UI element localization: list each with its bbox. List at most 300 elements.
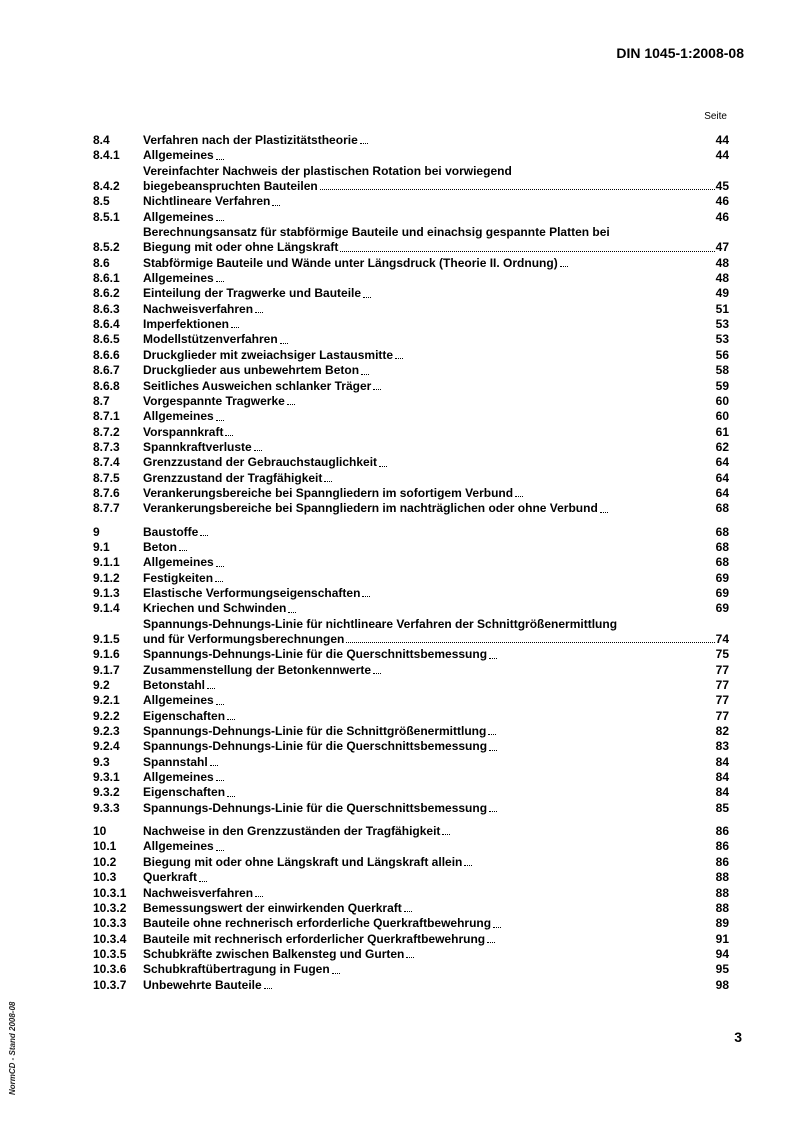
page-number: 3 xyxy=(734,1029,742,1045)
toc-entry[interactable] xyxy=(93,901,729,916)
toc-entry-title-line xyxy=(143,870,208,885)
toc-entry-title-text: Stabförmige Bauteile und Wände unter Längsdruck (Theorie II. Ordnung) xyxy=(143,255,558,270)
toc-entry-number: 8.7 xyxy=(93,393,110,408)
toc-entry[interactable] xyxy=(93,271,729,286)
toc-entry-page: 48 xyxy=(715,271,729,286)
toc-entry[interactable] xyxy=(93,286,729,301)
toc-entry-number: 9.2 xyxy=(93,678,110,693)
dot-leader xyxy=(216,281,224,282)
toc-entry-title-line xyxy=(143,240,716,255)
toc-entry[interactable] xyxy=(93,164,729,195)
toc-entry-page: 46 xyxy=(715,194,729,209)
toc-entry-title-line xyxy=(143,709,236,724)
toc-entry-title xyxy=(143,978,716,993)
toc-entry-page: 68 xyxy=(715,555,729,570)
toc-entry[interactable] xyxy=(93,709,729,724)
toc-entry-title-text: Seitliches Ausweichen schlanker Träger xyxy=(143,378,372,393)
toc-entry-number: 9.1.3 xyxy=(93,585,120,600)
toc-entry-number: 10.1 xyxy=(93,839,117,854)
toc-entry[interactable] xyxy=(93,693,729,708)
dot-leader xyxy=(600,512,608,513)
dot-leader xyxy=(362,596,370,597)
toc-entry-title xyxy=(143,394,716,409)
dot-leader xyxy=(272,205,280,206)
toc-entry-title-text: Schubkraftübertragung in Fugen xyxy=(143,962,330,977)
toc-entry-title-line1: Berechnungsansatz für stabförmige Bauteile und einachsig gespannte Platten bei xyxy=(143,225,610,240)
dot-leader xyxy=(515,496,523,497)
toc-entry-title-line1: Spannungs-Dehnungs-Linie für nichtlineare Verfahren der Schnittgrößenermittlung xyxy=(143,616,618,631)
toc-entry-number: 8.4.1 xyxy=(93,148,120,163)
toc-entry[interactable] xyxy=(93,133,729,148)
toc-entry-title-text: Grenzzustand der Tragfähigkeit xyxy=(143,470,323,485)
toc-entry-title-text: Elastische Verformungseigenschaften xyxy=(143,585,361,600)
toc-entry-page: 58 xyxy=(715,363,729,378)
toc-entry-title-line xyxy=(143,179,716,194)
toc-entry-title-line xyxy=(143,317,240,332)
toc-entry-title-line xyxy=(143,455,388,470)
toc-entry-title xyxy=(143,571,716,586)
toc-entry-title-text: Baustoffe xyxy=(143,524,199,539)
toc-entry-title-line xyxy=(143,693,225,708)
toc-entry-title xyxy=(143,455,716,470)
toc-entry-title-text: Betonstahl xyxy=(143,678,206,693)
dot-leader xyxy=(560,266,568,267)
dot-leader xyxy=(179,550,187,551)
toc-entry-title-text: Grenzzustand der Gebrauchstauglichkeit xyxy=(143,455,378,470)
section-gap xyxy=(93,816,729,824)
toc-entry-number: 8.6 xyxy=(93,255,110,270)
toc-entry-title-text: Vorspannkraft xyxy=(143,424,224,439)
toc-entry-title-text: und für Verformungsberechnungen xyxy=(143,632,345,646)
toc-entry-number: 9.1.1 xyxy=(93,555,120,570)
toc-entry-title-text: Allgemeines xyxy=(143,770,214,785)
toc-entry-title xyxy=(143,886,716,901)
toc-entry-page: 56 xyxy=(715,347,729,362)
toc-entry-title-line xyxy=(143,194,281,209)
toc-entry-number: 10.3.7 xyxy=(93,977,127,992)
toc-entry[interactable] xyxy=(93,770,729,785)
toc-entry-title-line xyxy=(143,271,225,286)
dot-leader xyxy=(489,811,497,812)
toc-entry[interactable] xyxy=(93,332,729,347)
toc-entry-page: 68 xyxy=(715,501,729,516)
toc-entry-title xyxy=(143,932,716,947)
toc-entry[interactable] xyxy=(93,601,729,616)
toc-entry[interactable] xyxy=(93,617,729,648)
toc-entry-title xyxy=(143,486,716,501)
toc-entry[interactable] xyxy=(93,379,729,394)
toc-entry-page: 95 xyxy=(715,962,729,977)
toc-entry-page: 60 xyxy=(715,393,729,408)
toc-entry-title-line xyxy=(143,901,413,916)
toc-entry[interactable] xyxy=(93,501,729,516)
toc-entry-page: 82 xyxy=(715,724,729,739)
toc-entry-title xyxy=(143,540,716,555)
toc-entry-title xyxy=(143,601,716,616)
toc-entry-title-text: Spannungs-Dehnungs-Linie für die Schnittgrößenermittlung xyxy=(143,724,487,739)
toc-entry-number: 10.3 xyxy=(93,870,117,885)
toc-entry-title xyxy=(143,133,716,148)
dot-leader xyxy=(320,189,715,190)
dot-leader xyxy=(264,988,272,989)
dot-leader xyxy=(216,420,224,421)
toc-entry-title-line xyxy=(143,724,497,739)
toc-entry-title-line xyxy=(143,471,333,486)
toc-entry-page: 68 xyxy=(715,524,729,539)
toc-entry-page: 61 xyxy=(715,424,729,439)
dot-leader xyxy=(200,535,208,536)
side-stamp: NormCD - Stand 2008-08 xyxy=(8,1001,17,1095)
toc-entry[interactable] xyxy=(93,586,729,601)
toc-entry-title xyxy=(143,709,716,724)
dot-leader xyxy=(373,389,381,390)
toc-entry-number: 8.6.4 xyxy=(93,317,120,332)
toc-entry-page: 89 xyxy=(715,916,729,931)
dot-leader xyxy=(207,688,215,689)
toc-entry-title-text: Schubkräfte zwischen Balkensteg und Gurten xyxy=(143,946,405,961)
toc-entry-number: 8.6.2 xyxy=(93,286,120,301)
toc-entry-title-text: Modellstützenverfahren xyxy=(143,332,278,347)
toc-entry-title xyxy=(143,164,716,195)
toc-entry-number: 8.7.3 xyxy=(93,439,120,454)
toc-entry-page: 62 xyxy=(715,439,729,454)
toc-entry-title xyxy=(143,839,716,854)
toc-entry-number: 8.6.3 xyxy=(93,301,120,316)
toc-entry-page: 68 xyxy=(715,539,729,554)
toc-entry-page: 83 xyxy=(715,739,729,754)
dot-leader xyxy=(489,658,497,659)
dot-leader xyxy=(225,435,233,436)
toc-entry-page: 44 xyxy=(715,133,729,147)
toc-entry-title xyxy=(143,525,716,540)
toc-entry-page: 86 xyxy=(715,824,729,839)
seite-column-label: Seite xyxy=(704,111,727,122)
toc-entry-number: 8.7.2 xyxy=(93,424,120,439)
toc-entry-title-line xyxy=(143,962,341,977)
toc-entry-number: 10.3.3 xyxy=(93,916,127,931)
toc-entry-title xyxy=(143,678,716,693)
toc-entry-title xyxy=(143,739,716,754)
toc-entry-title-text: Vorgespannte Tragwerke xyxy=(143,393,285,408)
toc-entry-title-text: Spannungs-Dehnungs-Linie für die Querschnittsbemessung xyxy=(143,800,488,815)
toc-entry-number: 8.7.5 xyxy=(93,470,120,485)
toc-entry-title-text: Kriechen und Schwinden xyxy=(143,601,287,616)
toc-entry-title xyxy=(143,501,716,516)
toc-entry-title-line xyxy=(143,785,236,800)
toc-entry-page: 77 xyxy=(715,708,729,723)
toc-entry-page: 64 xyxy=(715,455,729,470)
toc-entry-title-text: Imperfektionen xyxy=(143,317,230,332)
dot-leader xyxy=(373,673,381,674)
toc-entry-title xyxy=(143,617,716,648)
toc-entry-number: 9.3 xyxy=(93,754,110,769)
toc-entry-title-text: Bemessungswert der einwirkenden Querkraft xyxy=(143,900,402,915)
toc-entry-title-text: Nachweisverfahren xyxy=(143,301,254,316)
toc-entry-title xyxy=(143,210,716,225)
toc-entry-number: 10.3.5 xyxy=(93,946,127,961)
toc-entry[interactable] xyxy=(93,947,729,962)
dot-leader xyxy=(493,927,501,928)
toc-entry-number: 10.3.6 xyxy=(93,962,127,977)
toc-entry-title xyxy=(143,801,716,816)
toc-entry-title-text: Zusammenstellung der Betonkennwerte xyxy=(143,662,372,677)
toc-entry-number: 9.3.3 xyxy=(93,800,120,815)
toc-entry-title xyxy=(143,271,716,286)
toc-entry-page: 84 xyxy=(715,785,729,800)
toc-entry-number: 8.6.7 xyxy=(93,363,120,378)
toc-entry-number: 9.3.1 xyxy=(93,770,120,785)
dot-leader xyxy=(215,581,223,582)
toc-entry[interactable] xyxy=(93,932,729,947)
toc-entry[interactable] xyxy=(93,425,729,440)
toc-entry-title-line xyxy=(143,302,264,317)
toc-entry[interactable] xyxy=(93,317,729,332)
toc-entry-title xyxy=(143,440,716,455)
toc-entry-title-text: Eigenschaften xyxy=(143,785,226,800)
toc-entry[interactable] xyxy=(93,225,729,256)
toc-entry-title-line xyxy=(143,978,273,993)
toc-entry[interactable] xyxy=(93,870,729,885)
toc-entry-title-line xyxy=(143,540,188,555)
toc-entry-title-line xyxy=(143,770,225,785)
toc-entry[interactable] xyxy=(93,486,729,501)
toc-entry-title xyxy=(143,148,716,163)
toc-entry-title xyxy=(143,348,716,363)
toc-entry-number: 9 xyxy=(93,524,100,539)
toc-entry[interactable] xyxy=(93,978,729,993)
toc-entry-page: 75 xyxy=(715,647,729,662)
toc-entry-title-line xyxy=(143,755,219,770)
toc-entry-title xyxy=(143,663,716,678)
toc-entry-title-text: Verankerungsbereiche bei Spanngliedern im nachträglichen oder ohne Verbund xyxy=(143,501,598,516)
dot-leader xyxy=(489,750,497,751)
toc-entry[interactable] xyxy=(93,755,729,770)
toc-entry[interactable] xyxy=(93,724,729,739)
toc-entry-title-line xyxy=(143,486,524,501)
toc-entry[interactable] xyxy=(93,302,729,317)
toc-entry-title-line xyxy=(143,425,234,440)
toc-entry-number: 9.1 xyxy=(93,539,110,554)
toc-entry-title xyxy=(143,302,716,317)
dot-leader xyxy=(216,704,224,705)
toc-entry-title-text: Spannkraftverluste xyxy=(143,439,252,454)
dot-leader xyxy=(346,642,714,643)
toc-entry-page: 44 xyxy=(715,148,729,163)
toc-entry-title xyxy=(143,916,716,931)
toc-entry-title-line xyxy=(143,256,569,271)
toc-entry-title-line xyxy=(143,525,209,540)
toc-entry-title-text: Allgemeines xyxy=(143,555,214,570)
toc-entry-title xyxy=(143,555,716,570)
toc-entry-number: 10.2 xyxy=(93,854,117,869)
dot-leader xyxy=(216,566,224,567)
toc-entry-title-line xyxy=(143,886,264,901)
toc-entry-title-line xyxy=(143,839,225,854)
toc-entry-title-line xyxy=(143,501,609,516)
toc-entry[interactable] xyxy=(93,348,729,363)
toc-entry-number: 9.1.5 xyxy=(93,632,120,646)
dot-leader xyxy=(227,796,235,797)
toc-entry[interactable] xyxy=(93,785,729,800)
toc-entry-page: 88 xyxy=(715,900,729,915)
toc-entry-title-line xyxy=(143,409,225,424)
toc-entry-title xyxy=(143,332,716,347)
toc-entry-title-line xyxy=(143,571,224,586)
dot-leader xyxy=(379,466,387,467)
toc-entry-title-line xyxy=(143,947,415,962)
toc-entry-page: 69 xyxy=(715,601,729,616)
dot-leader xyxy=(254,450,262,451)
toc-entry-number: 8.4.2 xyxy=(93,179,120,194)
toc-entry-number: 9.1.2 xyxy=(93,570,120,585)
toc-entry-number: 9.1.4 xyxy=(93,601,120,616)
toc-entry-title-text: Nachweise in den Grenzzuständen der Tragfähigkeit xyxy=(143,824,441,839)
toc-entry[interactable] xyxy=(93,210,729,225)
dot-leader xyxy=(231,327,239,328)
dot-leader xyxy=(255,312,263,313)
toc-entry-page: 59 xyxy=(715,378,729,393)
toc-entry[interactable] xyxy=(93,855,729,870)
toc-entry[interactable] xyxy=(93,571,729,586)
toc-entry[interactable] xyxy=(93,440,729,455)
toc-entry-number: 9.2.2 xyxy=(93,708,120,723)
toc-entry-title-text: Allgemeines xyxy=(143,209,214,224)
toc-entry-page: 51 xyxy=(715,301,729,316)
toc-entry-page: 84 xyxy=(715,770,729,785)
toc-entry-title-line xyxy=(143,440,263,455)
toc-entry-number: 10.3.4 xyxy=(93,931,127,946)
toc-entry-title-line xyxy=(143,555,225,570)
toc-entry[interactable] xyxy=(93,647,729,662)
toc-entry-number: 9.1.6 xyxy=(93,647,120,662)
toc-entry-number: 8.6.5 xyxy=(93,332,120,347)
toc-entry[interactable] xyxy=(93,886,729,901)
toc-entry[interactable] xyxy=(93,540,729,555)
toc-entry-title-text: Allgemeines xyxy=(143,148,214,163)
toc-entry-number: 9.2.4 xyxy=(93,739,120,754)
toc-entry-title-line xyxy=(143,133,369,148)
toc-entry[interactable] xyxy=(93,801,729,816)
toc-entry-page: 77 xyxy=(715,693,729,708)
toc-entry-number: 8.6.8 xyxy=(93,378,120,393)
dot-leader xyxy=(406,957,414,958)
toc-entry-number: 9.3.2 xyxy=(93,785,120,800)
toc-entry[interactable] xyxy=(93,824,729,839)
dot-leader xyxy=(216,159,224,160)
toc-entry[interactable] xyxy=(93,256,729,271)
dot-leader xyxy=(488,734,496,735)
toc-entry-title-text: Querkraft xyxy=(143,870,198,885)
toc-entry-title xyxy=(143,824,716,839)
dot-leader xyxy=(487,942,495,943)
toc-entry-number: 9.2.1 xyxy=(93,693,120,708)
toc-entry-page: 53 xyxy=(715,317,729,332)
toc-entry-number: 8.7.1 xyxy=(93,409,120,424)
toc-entry-page: 49 xyxy=(715,286,729,301)
toc-entry-title-text: Biegung mit oder ohne Längskraft und Längskraft allein xyxy=(143,854,463,869)
dot-leader xyxy=(363,297,371,298)
toc-entry[interactable] xyxy=(93,555,729,570)
dot-leader xyxy=(287,404,295,405)
dot-leader xyxy=(404,911,412,912)
toc-entry[interactable] xyxy=(93,471,729,486)
toc-entry-title xyxy=(143,724,716,739)
toc-entry-title-line1: Vereinfachter Nachweis der plastischen Rotation bei vorwiegend xyxy=(143,163,512,178)
toc-entry-title xyxy=(143,379,716,394)
toc-entry-title-line xyxy=(143,824,451,839)
toc-entry[interactable] xyxy=(93,739,729,754)
toc-entry[interactable] xyxy=(93,148,729,163)
toc-entry-title-line xyxy=(143,348,404,363)
toc-entry-number: 8.7.7 xyxy=(93,501,120,516)
dot-leader xyxy=(442,834,450,835)
toc-entry-page: 94 xyxy=(715,946,729,961)
toc-entry-number: 8.4 xyxy=(93,133,110,147)
toc-entry[interactable] xyxy=(93,678,729,693)
toc-entry[interactable] xyxy=(93,363,729,378)
toc-entry-page: 64 xyxy=(715,485,729,500)
toc-entry[interactable] xyxy=(93,394,729,409)
toc-entry-page: 98 xyxy=(715,977,729,992)
toc-entry-title-text: Allgemeines xyxy=(143,409,214,424)
toc-entry-title-line xyxy=(143,855,473,870)
toc-entry-title xyxy=(143,693,716,708)
toc-entry[interactable] xyxy=(93,962,729,977)
toc-entry-page: 64 xyxy=(715,470,729,485)
toc-entry-page: 77 xyxy=(715,662,729,677)
toc-entry-title xyxy=(143,947,716,962)
toc-entry-page: 84 xyxy=(715,754,729,769)
toc-entry-title-text: Spannstahl xyxy=(143,754,208,769)
dot-leader xyxy=(395,358,403,359)
toc-entry-number: 9.1.7 xyxy=(93,662,120,677)
toc-entry-page: 48 xyxy=(715,255,729,270)
toc-entry-title xyxy=(143,770,716,785)
toc-entry[interactable] xyxy=(93,663,729,678)
dot-leader xyxy=(227,719,235,720)
toc-entry-title xyxy=(143,409,716,424)
toc-entry-title-text: Spannungs-Dehnungs-Linie für die Querschnittsbemessung xyxy=(143,647,488,662)
toc-entry[interactable] xyxy=(93,525,729,540)
toc-entry-title xyxy=(143,471,716,486)
toc-entry[interactable] xyxy=(93,194,729,209)
toc-entry-title-text: Allgemeines xyxy=(143,839,214,854)
dot-leader xyxy=(324,481,332,482)
toc-entry-title-text: Verfahren nach der Plastizitätstheorie xyxy=(143,133,358,147)
toc-entry-number: 8.7.4 xyxy=(93,455,120,470)
toc-entry-title-text: Eigenschaften xyxy=(143,708,226,723)
toc-entry-number: 8.5 xyxy=(93,194,110,209)
dot-leader xyxy=(464,865,472,866)
toc-entry-title xyxy=(143,586,716,601)
toc-entry[interactable] xyxy=(93,409,729,424)
toc-entry-page: 91 xyxy=(715,931,729,946)
toc-entry-title-line xyxy=(143,632,716,647)
toc-entry-number: 8.5.2 xyxy=(93,240,120,255)
toc-entry-title-line xyxy=(143,663,382,678)
toc-entry-title-line xyxy=(143,332,289,347)
toc-entry[interactable] xyxy=(93,455,729,470)
dot-leader xyxy=(255,896,263,897)
toc-entry-title-text: Nachweisverfahren xyxy=(143,885,254,900)
toc-entry[interactable] xyxy=(93,916,729,931)
toc-entry-page: 45 xyxy=(715,179,729,194)
toc-entry-title xyxy=(143,317,716,332)
toc-entry-title xyxy=(143,855,716,870)
toc-entry[interactable] xyxy=(93,839,729,854)
toc-entry-title xyxy=(143,425,716,440)
toc-entry-title xyxy=(143,256,716,271)
